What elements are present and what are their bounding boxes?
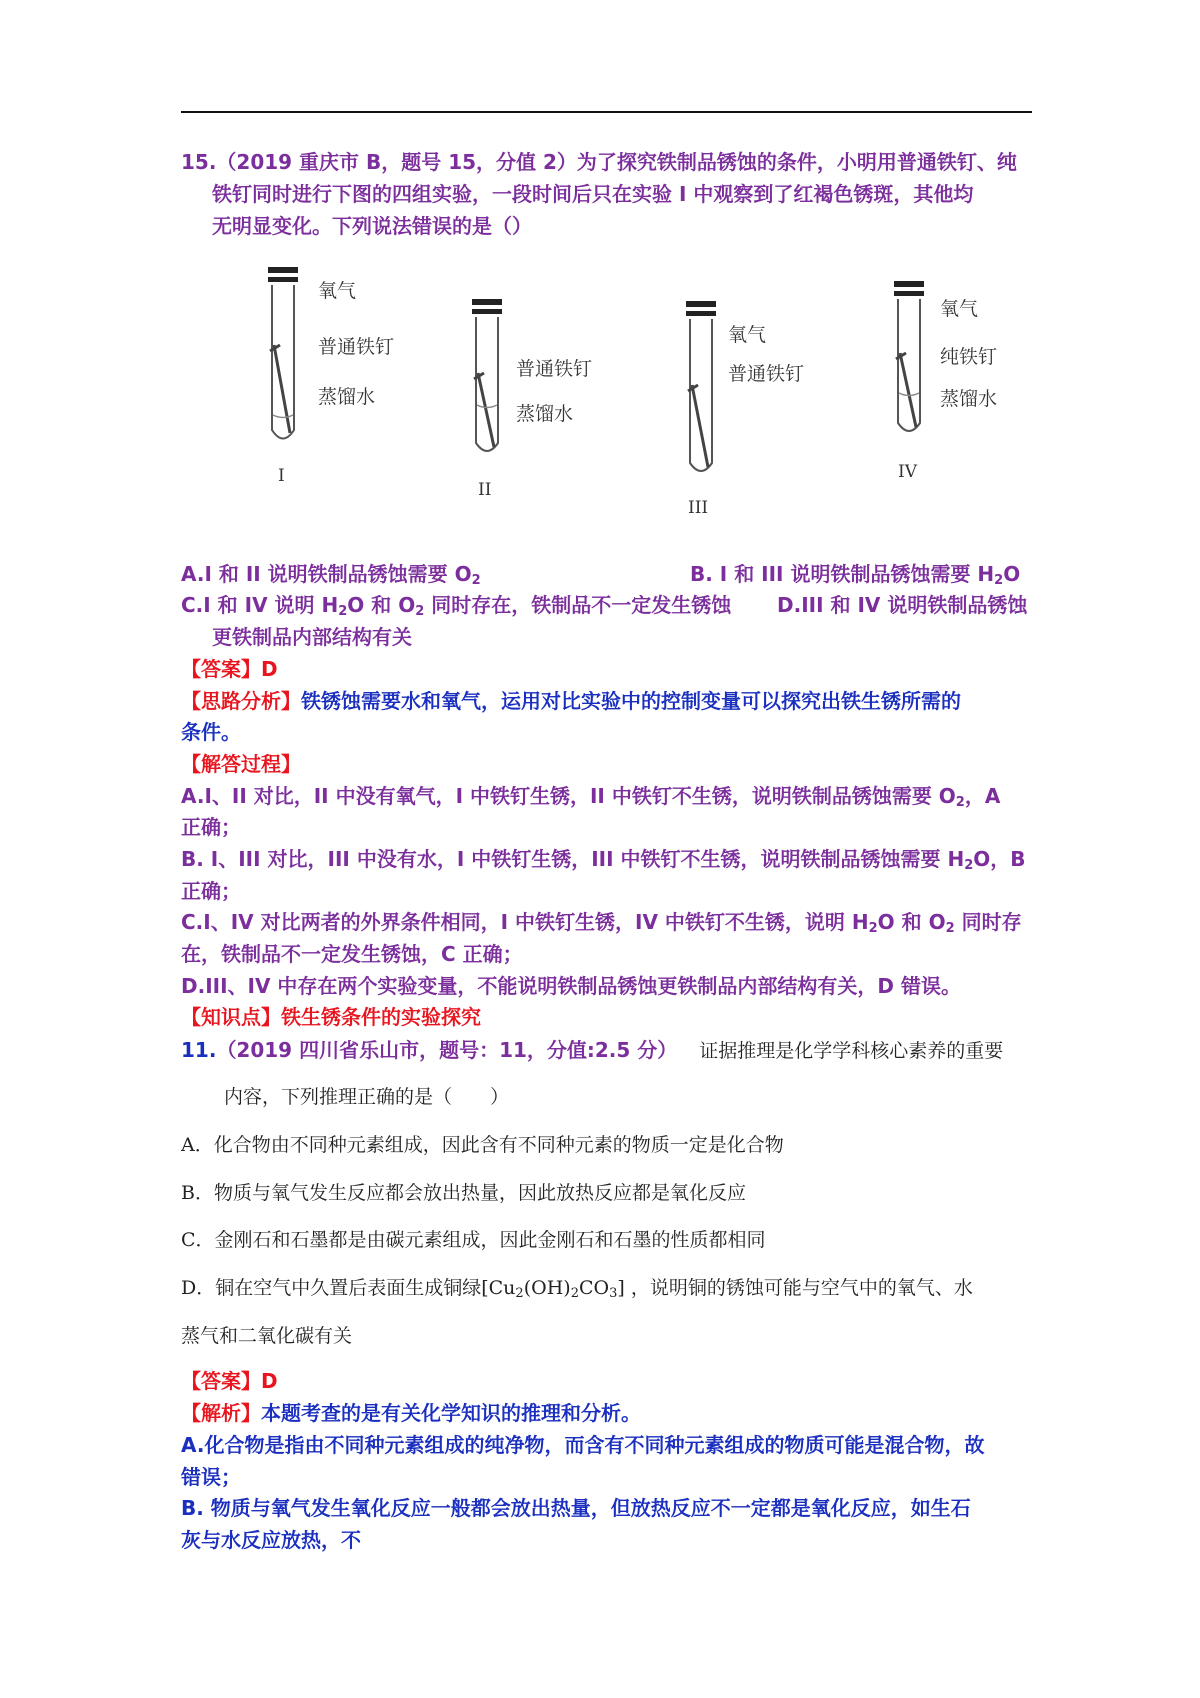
q11-option-c: C．金刚石和石墨都是由碳元素组成，因此金刚石和石墨的性质都相同	[181, 1229, 766, 1251]
q15-answer: 【答案】D	[181, 657, 278, 681]
q15-stem-line2: 铁钉同时进行下图的四组实验，一段时间后只在实验 I 中观察到了红褐色锈斑，其他均	[212, 182, 974, 206]
test-tube-3	[686, 301, 804, 518]
q15-option-a: A.I 和 II 说明铁制品锈蚀需要 $O_2$	[181, 562, 481, 588]
tube-1-label-1: 氧气	[318, 280, 357, 302]
q15-stem-line1: 15.（2019 重庆市 B，题号 15，分值 2）为了探究铁制品锈蚀的条件，小明用普通铁钉、纯	[181, 150, 1017, 174]
header-rule	[181, 111, 1032, 113]
q11-stem-line2: 内容，下列推理正确的是（ ）	[224, 1086, 510, 1108]
tube-2-label-1: 普通铁钉	[516, 358, 593, 380]
tube-4-label-2: 纯铁钉	[940, 346, 998, 368]
test-tube-1	[268, 267, 394, 486]
q11-option-a: A．化合物由不同种元素组成，因此含有不同种元素的物质一定是化合物	[181, 1134, 784, 1156]
q15-process-b-line1: B. I、III 对比，III 中没有水，I 中铁钉生锈，III 中铁钉不生锈，说明铁制品锈蚀需要 $H_2O$，B	[181, 847, 1026, 873]
q15-process-a-line1: A.I、II 对比，II 中没有氧气，I 中铁钉生锈，II 中铁钉不生锈，说明铁制品锈蚀需要 $O_2$，A	[181, 784, 1001, 810]
q15-stem-line3: 无明显变化。下列说法错误的是（）	[212, 214, 532, 238]
q11-expl-a-line2: 错误；	[181, 1465, 241, 1489]
q15-process-d: D.III、IV 中存在两个实验变量，不能说明铁制品锈蚀更铁制品内部结构有关，D 错误。	[181, 974, 961, 998]
q11-expl-b-line2: 灰与水反应放热，不	[181, 1528, 361, 1552]
tube-4-label-3: 蒸馏水	[940, 388, 998, 410]
tube-3-numeral: III	[688, 498, 709, 518]
tube-3-label-1: 氧气	[728, 324, 767, 346]
q11-explanation: 【解析】本题考查的是有关化学知识的推理和分析。	[181, 1401, 641, 1425]
tube-4-label-1: 氧气	[940, 298, 979, 320]
tube-4-numeral: IV	[898, 462, 917, 482]
q15-knowledge-point: 【知识点】铁生锈条件的实验探究	[181, 1005, 481, 1029]
q15-process-b-line2: 正确；	[181, 879, 241, 903]
tube-1-label-2: 普通铁钉	[318, 336, 395, 358]
q15-option-c: C.I 和 IV 说明 $H_2O$ 和 $O_2$ 同时存在，铁制品不一定发生锈蚀	[181, 593, 732, 619]
tube-1-numeral: I	[278, 466, 285, 486]
q11-stem-line1: 11.（2019 四川省乐山市，题号：11，分值:2.5 分） 证据推理是化学学科核心素养的重要	[181, 1038, 1004, 1062]
q15-analysis-line1: 【思路分析】铁锈蚀需要水和氧气，运用对比实验中的控制变量可以探究出铁生锈所需的	[181, 689, 961, 713]
q11-expl-a-line1: A.化合物是指由不同种元素组成的纯净物，而含有不同种元素组成的物质可能是混合物，故	[181, 1433, 985, 1457]
q11-expl-b-line1: B. 物质与氧气发生氧化反应一般都会放出热量，但放热反应不一定都是氧化反应，如生石	[181, 1496, 971, 1520]
q15-process-c-line2: 在，铁制品不一定发生锈蚀，C 正确；	[181, 942, 523, 966]
test-tube-figure	[240, 255, 1070, 545]
q11-option-d-line2: 蒸气和二氧化碳有关	[181, 1325, 353, 1347]
test-tube-4	[894, 281, 997, 482]
tube-1-label-3: 蒸馏水	[318, 386, 376, 408]
tube-2-label-2: 蒸馏水	[516, 403, 574, 425]
tube-2-numeral: II	[478, 480, 492, 500]
q15-option-b: B. I 和 III 说明铁制品锈蚀需要 $H_2O$	[690, 562, 1021, 588]
q15-process-c-line1: C.I、IV 对比两者的外界条件相同，I 中铁钉生锈，IV 中铁钉不生锈，说明 $H_2O$ 和 $O_2$ 同时存	[181, 910, 1022, 936]
q15-option-d-line2: 更铁制品内部结构有关	[212, 625, 412, 649]
q11-option-b: B．物质与氧气发生反应都会放出热量，因此放热反应都是氧化反应	[181, 1182, 746, 1204]
q15-process-a-line2: 正确；	[181, 815, 241, 839]
tube-3-label-2: 普通铁钉	[728, 363, 805, 385]
test-tube-2	[472, 299, 592, 500]
q11-answer: 【答案】D	[181, 1369, 278, 1393]
q15-process-heading: 【解答过程】	[181, 752, 301, 776]
q11-option-d-line1: D．铜在空气中久置后表面生成铜绿$[Cu_2(OH)_2CO_3]$ ，说明铜的锈蚀可能与空气中的氧气、水	[181, 1277, 973, 1301]
q15-option-d-line1: D.III 和 IV 说明铁制品锈蚀	[777, 593, 1028, 617]
q15-analysis-line2: 条件。	[181, 720, 241, 744]
